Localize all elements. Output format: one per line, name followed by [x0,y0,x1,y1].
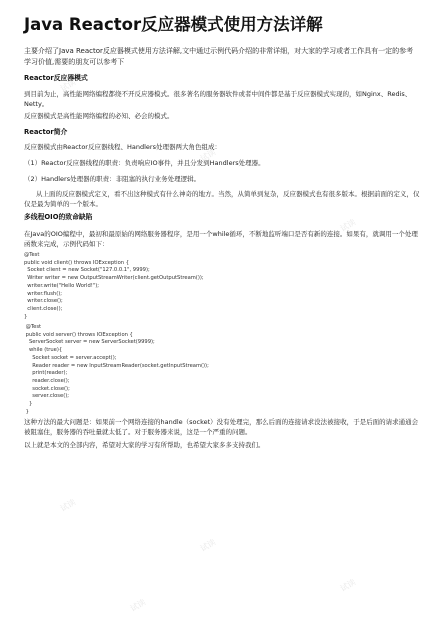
paragraph: 在Java的OIO编程中，最初和最原始的网络服务器程序，是用一个while循环，不断地监听端口是否有新的连接。如果有，就调用一个处理函数来完成，示例代码如下： [24,230,418,248]
closing-paragraph: 以上就是本文的全部内容，希望对大家的学习有所帮助，也希望大家多多支持我们。 [24,441,265,449]
list-item: （1）Reactor反应器线程的职责：负责响应IO事件，并且分发到Handlers处理器。 [24,159,265,167]
code-block-client: @Test public void client() throws IOException { Socket client = new Socket("127.0.0.1", 9999); Writer writer = new OutputStreamWriter(client.getOutputStream()); writer.write("Hello World!"); writer.flush(); writer.close(); client.close(); } [24,252,204,320]
watermark-text: 试读 [128,597,148,614]
watermark-text: 试读 [198,537,218,554]
watermark-text: 试读 [58,77,78,94]
section-heading-oio: 多线程OIO的致命缺陷 [24,213,93,221]
section-heading-intro: Reactor简介 [24,128,68,136]
watermark-text: 试读 [338,577,358,594]
watermark-text: 试读 [338,217,358,234]
paragraph: 到目前为止，高性能网络编程都绕不开反应器模式。很多著名的服务器软件或者中间件都是基于反应器模式实现的，如Nginx、Redis、Netty。 [24,90,412,108]
paragraph: 反应器模式由Reactor反应器线程、Handlers处理器两大角色组成： [24,143,221,151]
section-heading-reactor: Reactor反应器模式 [24,74,88,82]
list-item: （2）Handlers处理器的职责：非阻塞的执行业务处理逻辑。 [24,175,201,183]
watermark-text: 试读 [58,497,78,514]
page-title: Java Reactor反应器模式使用方法详解 [24,15,323,34]
paragraph: 反应器模式是高性能网络编程的必知、必会的模式。 [24,112,174,120]
paragraph: 从上面的反应器模式定义，看不出这种模式有什么神奇的地方。当然，从简单到复杂，反应器模式也有很多版本。根据前面的定义，仅仅是最为简单的一个版本。 [24,190,420,208]
paragraph: 这种方法的最大问题是：如果前一个网络连接的handle（socket）没有处理完，那么后面的连接请求没法被接收，于是后面的请求通通会被阻塞住，服务器的吞吐量就太低了。对于服务器来说，这是一个严重的问题。 [24,418,419,436]
code-block-server: @Test public void server() throws IOException { ServerSocket server = new ServerSocket(9999); while (true){ Socket socket = server.accept(); Reader reader = new InputStreamReader(socket.getInputStream()); print(reader); reader.close(); socket.close(); server.close(); } } [25,324,209,415]
watermark-text: 试读 [198,147,218,164]
intro-paragraph: 主要介绍了Java Reactor反应器模式使用方法详解,文中通过示例代码介绍的非常详细，对大家的学习或者工作具有一定的参考学习价值,需要的朋友可以参考下 [24,47,414,66]
